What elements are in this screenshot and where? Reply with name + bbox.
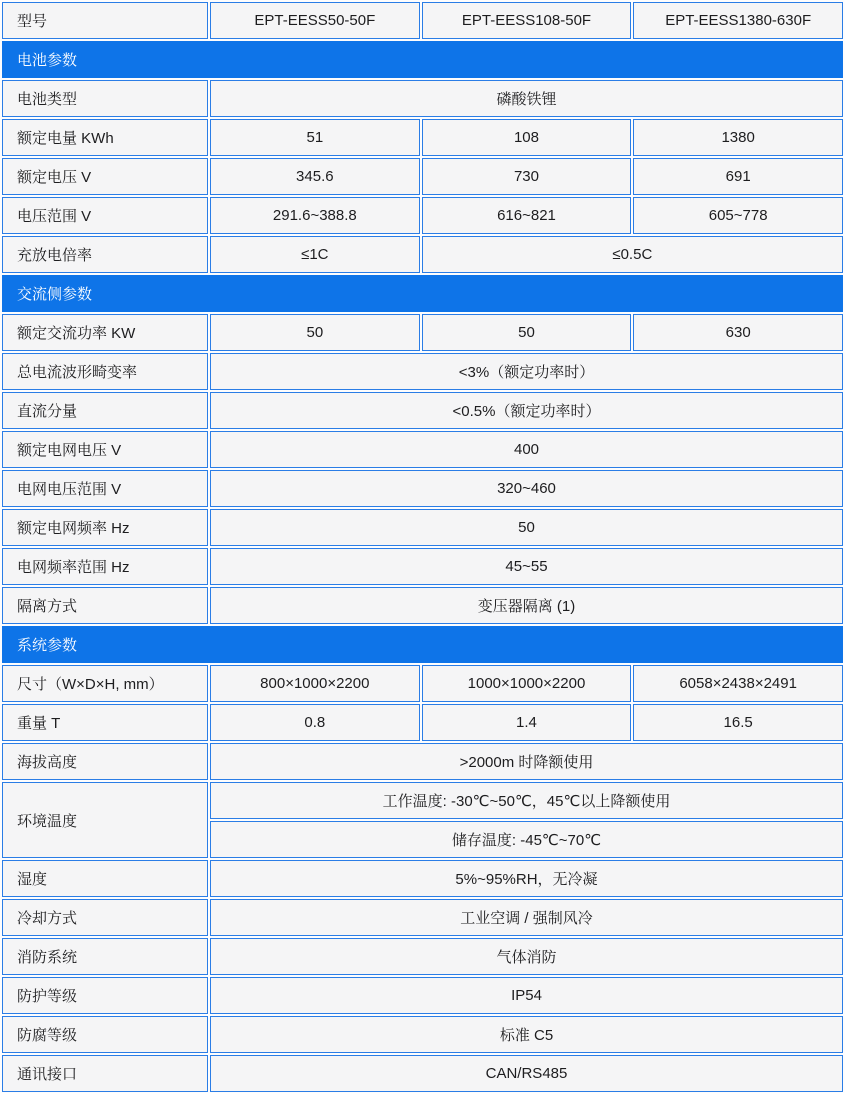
table-row [2, 1055, 843, 1092]
row-label: 通讯接口 [2, 1055, 208, 1092]
row-value: 45~55 [210, 548, 843, 585]
row-value: <3%（额定功率时） [210, 353, 843, 390]
table-row [2, 2, 843, 39]
row-value: 630 [633, 314, 843, 351]
model-name: EPT-EESS108-50F [422, 2, 632, 39]
table-row [2, 704, 843, 741]
table-row [2, 899, 843, 936]
row-label: 重量 T [2, 704, 208, 741]
row-label: 消防系统 [2, 938, 208, 975]
table-row [2, 977, 843, 1014]
row-value: 50 [210, 509, 843, 546]
model-name: EPT-EESS50-50F [210, 2, 420, 39]
row-value: <0.5%（额定功率时） [210, 392, 843, 429]
table-row [2, 860, 843, 897]
row-value: ≤0.5C [422, 236, 843, 273]
table-row [2, 314, 843, 351]
row-label: 额定电网频率 Hz [2, 509, 208, 546]
row-label: 海拔高度 [2, 743, 208, 780]
table-row [2, 938, 843, 975]
row-label: 额定交流功率 KW [2, 314, 208, 351]
row-label: 电网电压范围 V [2, 470, 208, 507]
row-label: 额定电量 KWh [2, 119, 208, 156]
table-row [2, 119, 843, 156]
row-label: 电网频率范围 Hz [2, 548, 208, 585]
section-header: 系统参数 [2, 626, 843, 663]
row-value: 800×1000×2200 [210, 665, 420, 702]
table-row [2, 41, 843, 78]
table-row [2, 80, 843, 117]
row-value: 工作温度: -30℃~50℃，45℃以上降额使用 [210, 782, 843, 819]
table-row [2, 587, 843, 624]
row-value: 磷酸铁锂 [210, 80, 843, 117]
row-value: 变压器隔离 (1) [210, 587, 843, 624]
table-row [2, 353, 843, 390]
table-row [2, 236, 843, 273]
row-value: CAN/RS485 [210, 1055, 843, 1092]
row-value: 储存温度: -45℃~70℃ [210, 821, 843, 858]
spec-table-body [2, 2, 843, 1092]
section-header: 电池参数 [2, 41, 843, 78]
section-header: 交流侧参数 [2, 275, 843, 312]
row-value: 400 [210, 431, 843, 468]
row-value: 345.6 [210, 158, 420, 195]
row-label: 总电流波形畸变率 [2, 353, 208, 390]
model-name: EPT-EESS1380-630F [633, 2, 843, 39]
row-value: >2000m 时降额使用 [210, 743, 843, 780]
row-value: 108 [422, 119, 632, 156]
row-label: 充放电倍率 [2, 236, 208, 273]
row-value: 1380 [633, 119, 843, 156]
table-row [2, 158, 843, 195]
table-row [2, 509, 843, 546]
row-value: 标准 C5 [210, 1016, 843, 1053]
table-row [2, 782, 843, 819]
row-label: 防护等级 [2, 977, 208, 1014]
row-value: 691 [633, 158, 843, 195]
row-value: 5%~95%RH，无冷凝 [210, 860, 843, 897]
row-value: 51 [210, 119, 420, 156]
row-value: 291.6~388.8 [210, 197, 420, 234]
table-row [2, 1016, 843, 1053]
table-row [2, 665, 843, 702]
row-label: 防腐等级 [2, 1016, 208, 1053]
table-row [2, 275, 843, 312]
row-value: 320~460 [210, 470, 843, 507]
row-label: 直流分量 [2, 392, 208, 429]
table-row [2, 392, 843, 429]
row-value: 16.5 [633, 704, 843, 741]
row-value: 50 [210, 314, 420, 351]
table-row [2, 743, 843, 780]
row-value: 气体消防 [210, 938, 843, 975]
row-label: 环境温度 [2, 782, 208, 858]
row-value: 1.4 [422, 704, 632, 741]
table-row [2, 197, 843, 234]
row-value: IP54 [210, 977, 843, 1014]
row-value: 616~821 [422, 197, 632, 234]
row-label: 隔离方式 [2, 587, 208, 624]
row-label: 额定电压 V [2, 158, 208, 195]
row-value: 0.8 [210, 704, 420, 741]
row-value: 730 [422, 158, 632, 195]
row-label: 额定电网电压 V [2, 431, 208, 468]
table-row [2, 548, 843, 585]
row-label: 湿度 [2, 860, 208, 897]
table-row [2, 431, 843, 468]
row-label: 尺寸（W×D×H, mm） [2, 665, 208, 702]
table-row [2, 626, 843, 663]
row-value: ≤1C [210, 236, 420, 273]
row-value: 50 [422, 314, 632, 351]
row-value: 6058×2438×2491 [633, 665, 843, 702]
row-label: 冷却方式 [2, 899, 208, 936]
model-row-label: 型号 [2, 2, 208, 39]
row-label: 电池类型 [2, 80, 208, 117]
row-value: 工业空调 / 强制风冷 [210, 899, 843, 936]
table-row [2, 470, 843, 507]
row-value: 1000×1000×2200 [422, 665, 632, 702]
row-label: 电压范围 V [2, 197, 208, 234]
row-value: 605~778 [633, 197, 843, 234]
